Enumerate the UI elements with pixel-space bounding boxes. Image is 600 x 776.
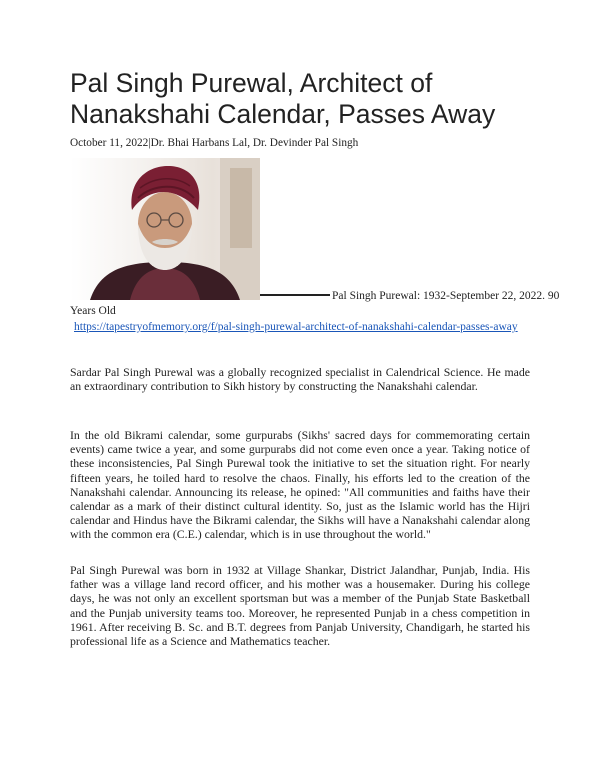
article-title: Pal Singh Purewal, Architect of Nanakshahi Calendar, Passes Away: [70, 68, 496, 129]
photo-caption: Pal Singh Purewal: 1932-September 22, 2022. 90: [332, 290, 560, 302]
caption-rule: [260, 294, 330, 296]
paragraph-intro: Sardar Pal Singh Purewal was a globally recognized specialist in Calendrical Science. He made an extraordinary contribution to Sikh history by constructing the Nanakshahi calendar.: [70, 365, 530, 394]
portrait-illustration: [70, 158, 260, 300]
source-link[interactable]: https://tapestryofmemory.org/f/pal-singh-purewal-architect-of-nanakshahi-calendar-passes-away: [74, 321, 518, 333]
photo-caption-continued: Years Old: [70, 305, 116, 317]
article-byline: October 11, 2022|Dr. Bhai Harbans Lal, Dr. Devinder Pal Singh: [70, 137, 359, 149]
paragraph-biography: Pal Singh Purewal was born in 1932 at Village Shankar, District Jalandhar, Punjab, India. His father was a village land record officer, and his mother was a housemaker. During his college days, he was not only an excellent sportsman but was a member of the Punjab State Basketball and the Punjab university teams too. Moreover, he represented Punjab in a chess competition in 1961. After receiving B. Sc. and B.T. degrees from Panjab University, Chandigarh, he started his professional life as a Science and Mathematics teacher.: [70, 563, 530, 649]
portrait-photo: [70, 158, 260, 300]
paragraph-calendar: In the old Bikrami calendar, some gurpurabs (Sikhs' sacred days for commemorating certain events) came twice a year, and some gurpurabs did not come even once a year. Taking notice of these inconsistencies, Pal Singh Purewal took the initiative to set the situation right. For nearly fifteen years, he toiled hard to resolve the chaos. Finally, his efforts led to the creation of the Nanakshahi calendar. Announcing its release, he opined: "All communities and faiths have their calendar as a mark of their distinct cultural identity. So, just as the Islamic world has the Hijri calendar and Hindus have the Bikrami calendar, the Sikhs will have a Nanakshahi calendar along with the common era (C.E.) calendar, which is in use throughout the world.": [70, 428, 530, 542]
